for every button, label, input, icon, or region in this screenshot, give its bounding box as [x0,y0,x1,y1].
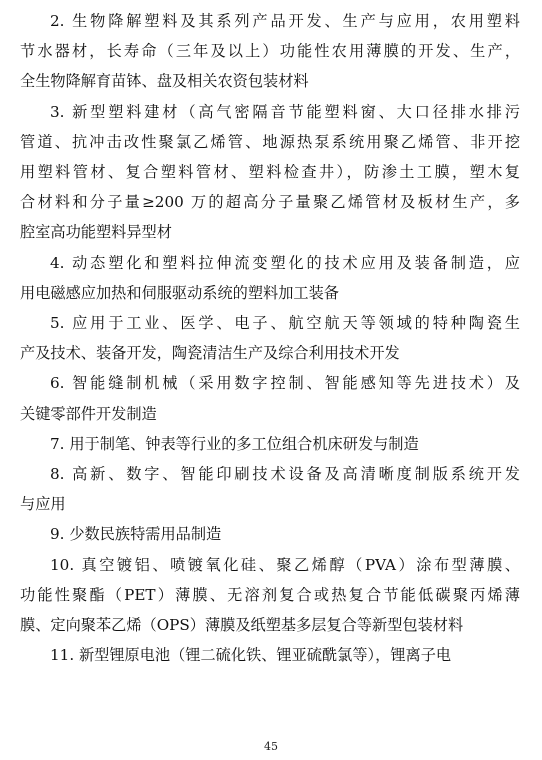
text-line: 11. 新型锂原电池（锂二硫化铁、锂亚硫酰氯等），锂离子电 [50,646,452,665]
text-line: 管道、抗冲击改性聚氯乙烯管、地源热泵系统用聚乙烯管、非开挖 [20,132,520,151]
text-line: 7. 用于制笔、钟表等行业的多工位组合机床研发与制造 [50,434,419,453]
text-line: 与应用 [20,495,66,514]
text-line: 功能性聚酯（PET）薄膜、无溶剂复合或热复合节能低碳聚丙烯薄 [20,585,520,604]
document-body [20,6,520,670]
text-line: 10. 真空镀铝、喷镀氧化硅、聚乙烯醇（PVA）涂布型薄膜、 [50,555,520,574]
list-item [20,248,520,308]
text-line: 5. 应用于工业、医学、电子、航空航天等领域的特种陶瓷生 [50,314,520,333]
text-line: 产及技术、装备开发，陶瓷清洁生产及综合利用技术开发 [20,344,400,363]
text-line: 8. 高新、数字、智能印刷技术设备及高清晰度制版系统开发 [50,465,520,484]
list-item [20,519,520,549]
text-line: 关键零部件开发制造 [20,404,157,423]
text-line: 4. 动态塑化和塑料拉伸流变塑化的技术应用及装备制造，应 [50,253,520,272]
list-item [20,640,520,670]
list-item [20,368,520,428]
text-line: 全生物降解育苗钵、盘及相关农资包装材料 [20,72,309,91]
text-line: 膜、定向聚苯乙烯（OPS）薄膜及纸塑基多层复合等新型包装材料 [20,616,464,635]
text-line: 3. 新型塑料建材（高气密隔音节能塑料窗、大口径排水排污 [50,102,520,121]
text-line: 6. 智能缝制机械（采用数字控制、智能感知等先进技术）及 [50,374,520,393]
list-item [20,308,520,368]
list-item [20,459,520,519]
list-item [20,97,520,248]
text-line: 用电磁感应加热和伺服驱动系统的塑料加工装备 [20,283,339,302]
text-line: 腔室高功能塑料异型材 [20,223,172,242]
list-item [20,6,520,97]
list-item [20,429,520,459]
text-line: 2. 生物降解塑料及其系列产品开发、生产与应用，农用塑料 [50,12,520,30]
text-line: 合材料和分子量≥200 万的超高分子量聚乙烯管材及板材生产，多 [20,193,520,212]
page-number: 45 [264,740,278,753]
list-item [20,550,520,641]
text-line: 用塑料管材、复合塑料管材、塑料检查井），防渗土工膜，塑木复 [20,163,520,182]
text-line: 节水器材，长寿命（三年及以上）功能性农用薄膜的开发、生产， [20,42,520,61]
text-line: 9. 少数民族特需用品制造 [50,525,222,544]
